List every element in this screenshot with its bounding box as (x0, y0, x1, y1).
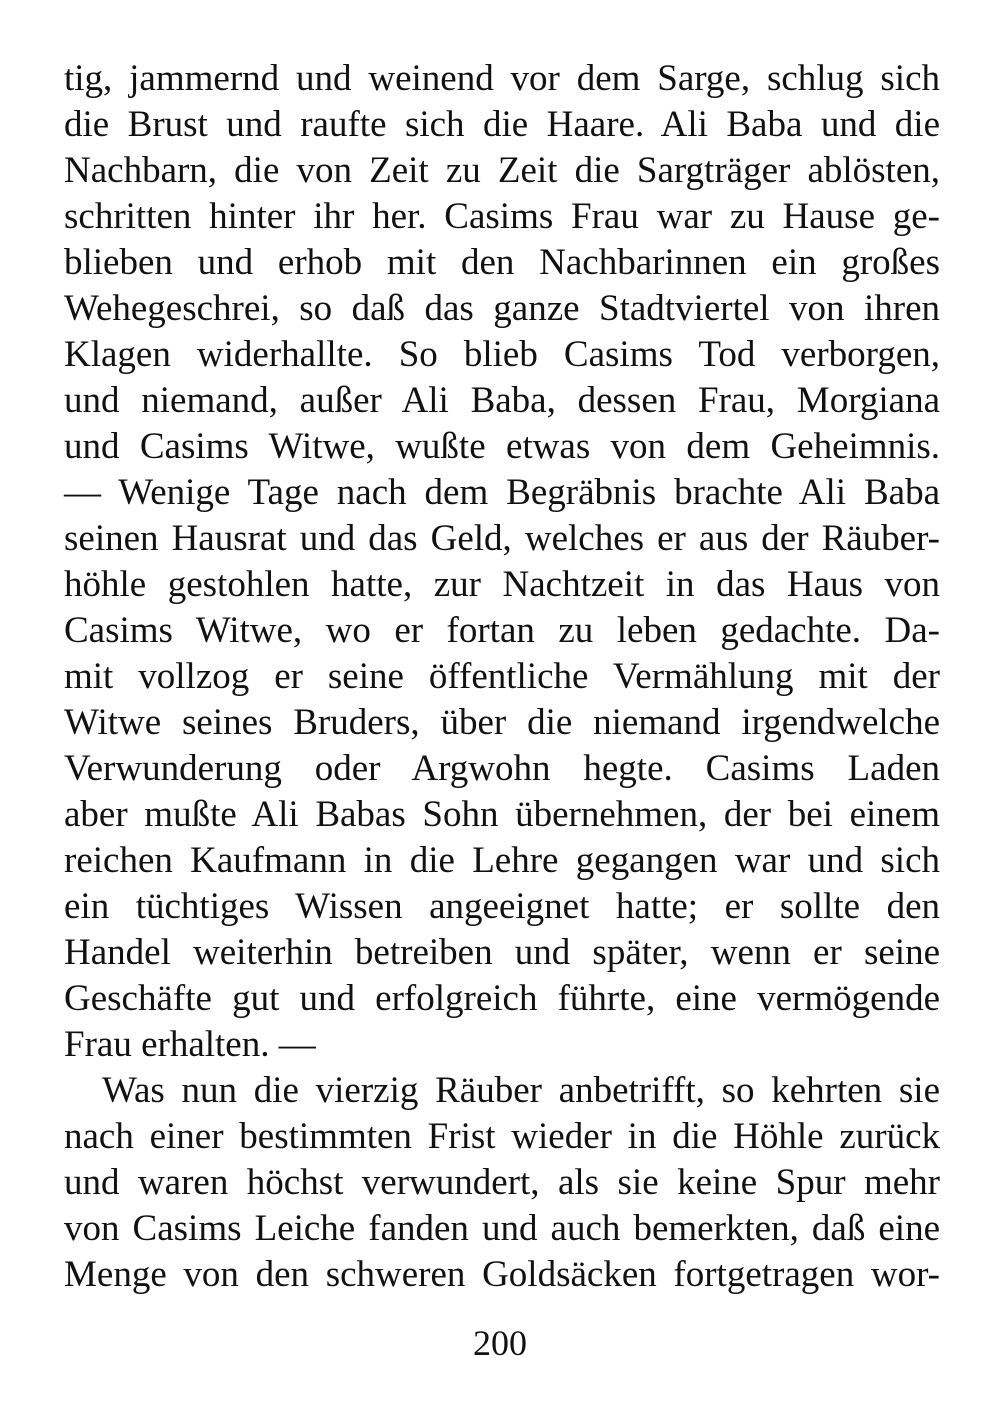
paragraph-1 (64, 56, 940, 1068)
text-line: Casims Witwe, wo er fortan zu leben gedachte. Da- (64, 610, 940, 651)
text-line: tig, jammernd und weinend vor dem Sarge, schlug sich (64, 58, 940, 99)
text-line: Menge von den schweren Goldsäcken fortgetragen wor- (64, 1254, 940, 1295)
text-line: schritten hinter ihr her. Casims Frau war zu Hause ge- (64, 196, 940, 237)
text-line: ein tüchtiges Wissen angeeignet hatte; er sollte den (64, 886, 940, 927)
text-line: Verwunderung oder Argwohn hegte. Casims Laden (64, 748, 940, 789)
text-line: — Wenige Tage nach dem Begräbnis brachte Ali Baba (64, 472, 940, 513)
text-line: von Casims Leiche fanden und auch bemerkten, daß eine (64, 1208, 940, 1249)
text-line: Geschäfte gut und erfolgreich führte, eine vermögende (64, 978, 940, 1019)
text-line: Frau erhalten. — (64, 1024, 316, 1065)
text-line: aber mußte Ali Babas Sohn übernehmen, der bei einem (64, 794, 940, 835)
page-number: 200 (473, 1323, 527, 1363)
text-line: reichen Kaufmann in die Lehre gegangen war und sich (64, 840, 940, 881)
text-line: Nachbarn, die von Zeit zu Zeit die Sargträger ablösten, (64, 150, 940, 191)
text-line: Witwe seines Bruders, über die niemand irgendwelche (64, 702, 940, 743)
text-line: Klagen widerhallte. So blieb Casims Tod verborgen, (64, 334, 940, 375)
text-line: und waren höchst verwundert, als sie keine Spur mehr (64, 1162, 940, 1203)
text-line: Was nun die vierzig Räuber anbetrifft, so kehrten sie (102, 1070, 940, 1111)
text-line: und niemand, außer Ali Baba, dessen Frau, Morgiana (64, 380, 940, 421)
text-line: höhle gestohlen hatte, zur Nachtzeit in das Haus von (64, 564, 940, 605)
text-line: und Casims Witwe, wußte etwas von dem Geheimnis. (64, 426, 940, 467)
text-line: mit vollzog er seine öffentliche Vermählung mit der (64, 656, 940, 697)
text-line: nach einer bestimmten Frist wieder in die Höhle zurück (64, 1116, 940, 1157)
text-line: blieben und erhob mit den Nachbarinnen ein großes (64, 242, 940, 283)
text-line: Handel weiterhin betreiben und später, wenn er seine (64, 932, 940, 973)
paragraph-2 (64, 1068, 940, 1298)
body-text (64, 56, 940, 1298)
text-line: die Brust und raufte sich die Haare. Ali Baba und die (64, 104, 940, 145)
text-line: seinen Hausrat und das Geld, welches er aus der Räuber- (64, 518, 940, 559)
text-line: Wehegeschrei, so daß das ganze Stadtviertel von ihren (64, 288, 940, 329)
